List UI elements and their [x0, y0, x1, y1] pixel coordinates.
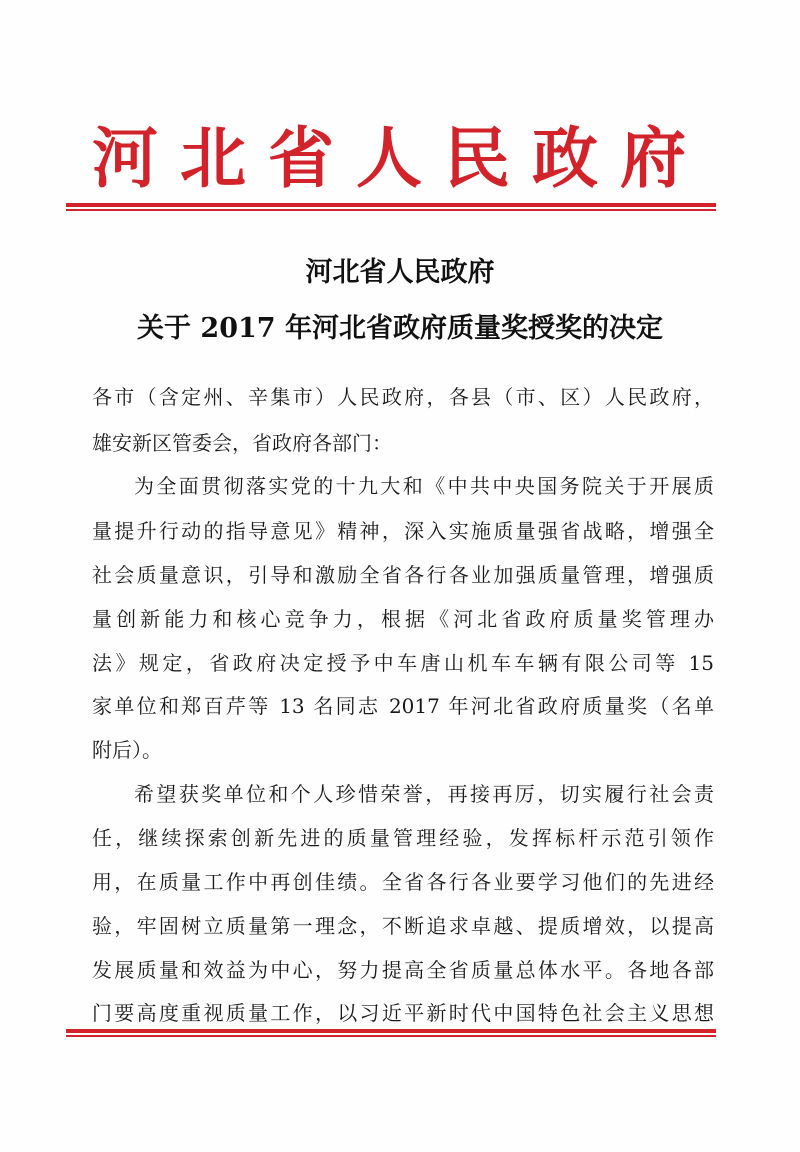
- paragraph-2-line: 希望获奖单位和个人珍惜荣誉，再接再厉，切实履行社会责: [134, 782, 714, 806]
- addressee-line-1: 各市（含定州、辛集市）人民政府，各县（市、区）人民政府，: [92, 385, 714, 409]
- paragraph-1-line: 附后）。: [92, 738, 162, 762]
- paragraph-1-line: 社会质量意识，引导和激励全省各行各业加强质量管理，增强质: [92, 563, 714, 587]
- document-title-line-1: 河北省人民政府: [305, 257, 495, 288]
- paragraph-2-line: 验，牢固树立质量第一理念，不断追求卓越、提质增效，以提高: [92, 914, 714, 938]
- document-title-line-2: 关于 2017 年河北省政府质量奖授奖的决定: [137, 313, 663, 344]
- footer-divider: [66, 1029, 716, 1037]
- paragraph-2-line: 发展质量和效益为中心，努力提高全省质量总体水平。各地各部: [92, 958, 714, 982]
- paragraph-1-line: 量创新能力和核心竞争力，根据《河北省政府质量奖管理办: [92, 607, 714, 631]
- paragraph-1-line: 量提升行动的指导意见》精神，深入实施质量强省战略，增强全: [92, 519, 714, 543]
- issuer-masthead: 河北省人民政府: [92, 119, 708, 197]
- paragraph-1-line: 家单位和郑百芹等 13 名同志 2017 年河北省政府质量奖（名单: [92, 694, 714, 718]
- paragraph-2-line: 任，继续探索创新先进的质量管理经验，发挥标杆示范引领作: [92, 826, 714, 850]
- addressee-line-2: 雄安新区管委会，省政府各部门：: [92, 431, 392, 455]
- paragraph-2-line: 用，在质量工作中再创佳绩。全省各行各业要学习他们的先进经: [92, 870, 714, 894]
- paragraph-2-line: 门要高度重视质量工作，以习近平新时代中国特色社会主义思想: [92, 1001, 714, 1025]
- masthead-divider: [66, 203, 716, 211]
- paragraph-1-line: 法》规定，省政府决定授予中车唐山机车车辆有限公司等 15: [92, 651, 714, 675]
- paragraph-1-line: 为全面贯彻落实党的十九大和《中共中央国务院关于开展质: [134, 474, 714, 498]
